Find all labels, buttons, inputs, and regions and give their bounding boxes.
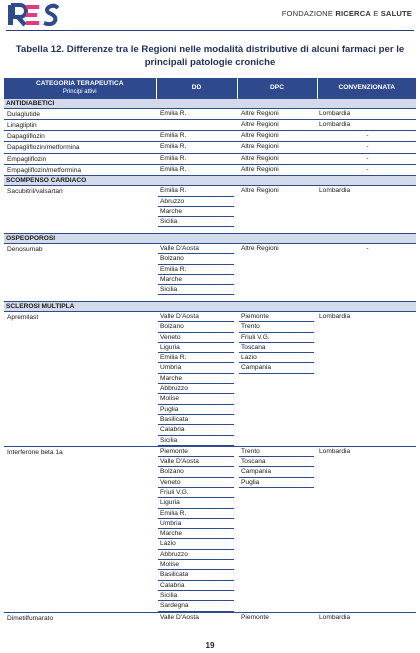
region-list <box>158 312 234 446</box>
page-number: 19 <box>205 641 215 650</box>
region-item: Emilia R. <box>160 109 187 117</box>
table-row <box>4 108 416 119</box>
region-item: Toscana <box>239 457 314 467</box>
dd-cell <box>156 446 237 612</box>
region-item: Sardegna <box>158 601 234 611</box>
dd-cell <box>156 131 237 142</box>
region-list <box>317 312 416 322</box>
table-row <box>4 131 416 142</box>
dd-cell <box>156 108 237 119</box>
region-item: Emilia R. <box>160 154 187 162</box>
region-list <box>158 447 234 612</box>
dd-cell <box>156 612 237 623</box>
region-item: Emilia R. <box>158 353 234 363</box>
convenzionata-cell <box>317 119 416 130</box>
region-item: Basilicata <box>158 570 234 580</box>
region-item: Lombardia <box>319 120 351 128</box>
dpc-cell <box>237 186 317 228</box>
region-item: Umbria <box>158 363 234 373</box>
region-list <box>239 154 314 164</box>
region-list <box>158 154 234 164</box>
region-item: Lazio <box>158 539 234 549</box>
table-row <box>4 186 416 228</box>
region-list <box>239 165 314 175</box>
drug-name: Linagliptin <box>4 119 156 130</box>
region-list <box>317 186 416 196</box>
drug-name: Apremilast <box>4 311 156 446</box>
region-list <box>239 447 314 488</box>
region-item: Altre Regioni <box>241 109 279 117</box>
region-item: Sicilia <box>158 285 234 295</box>
region-list <box>158 109 234 119</box>
dd-cell <box>156 311 237 446</box>
dpc-cell <box>237 142 317 153</box>
column-header-category: CATEGORIA TERAPEUTICA Principi attivi <box>4 78 156 98</box>
category-row <box>4 98 416 108</box>
drug-name: Dimetilfumarato <box>4 612 156 623</box>
region-item: Emilia R. <box>158 265 234 275</box>
dpc-cell <box>237 108 317 119</box>
table-row <box>4 243 416 295</box>
drug-name: Dulaglutide <box>4 108 156 119</box>
convenzionata-cell <box>317 153 416 164</box>
region-list <box>317 131 416 141</box>
dpc-cell <box>237 446 317 612</box>
category-label: OSPEOPOROSI <box>4 233 416 243</box>
region-item: Lombardia <box>319 109 351 117</box>
column-header-convenzionata: CONVENZIONATA <box>317 78 416 98</box>
region-item: Valle D'Aosta <box>158 312 234 322</box>
region-item: Abruzzo <box>158 197 234 207</box>
region-item: Marche <box>158 207 234 217</box>
region-item: Marche <box>158 529 234 539</box>
category-row <box>4 233 416 243</box>
region-item: Valle D'Aosta <box>160 613 199 621</box>
region-item: Abbruzzo <box>158 550 234 560</box>
foundation-name: FONDAZIONE RICERCA E SALUTE <box>281 9 412 18</box>
drug-name: Dapagliflozin <box>4 131 156 142</box>
region-list <box>158 186 234 227</box>
table-row <box>4 164 416 175</box>
region-item: Puglia <box>239 478 314 488</box>
region-list <box>317 447 416 457</box>
region-item: Valle D'Aosta <box>158 457 234 467</box>
convenzionata-cell <box>317 243 416 295</box>
region-item: - <box>366 244 369 252</box>
region-item: Emilia R. <box>160 132 187 140</box>
dd-cell <box>156 164 237 175</box>
dd-cell <box>156 119 237 130</box>
dpc-cell <box>237 131 317 142</box>
table-row <box>4 612 416 623</box>
category-row <box>4 176 416 186</box>
region-item: Veneto <box>158 333 234 343</box>
drug-name: Empagliflozin <box>4 153 156 164</box>
region-item: Altre Regioni <box>241 187 279 195</box>
region-item: Marche <box>158 275 234 285</box>
drug-name: Dapagliflozin/metformina <box>4 142 156 153</box>
region-item: Bolzano <box>158 467 234 477</box>
region-list <box>239 312 314 374</box>
region-list <box>317 165 416 175</box>
dpc-cell <box>237 311 317 446</box>
region-item: Altre Regioni <box>241 244 279 252</box>
table-row <box>4 119 416 130</box>
region-item: Campania <box>239 363 314 373</box>
drug-name: Empagliflozin/metformina <box>4 164 156 175</box>
table-row <box>4 153 416 164</box>
region-item: Lombardia <box>319 613 351 621</box>
table-header-row <box>4 78 416 98</box>
header-divider <box>6 30 414 31</box>
region-item: Friuli V.G. <box>158 488 234 498</box>
region-item: Lombardia <box>319 447 351 455</box>
region-item: Trento <box>239 447 314 457</box>
category-label: SCLEROSI MULTIPLA <box>4 301 416 311</box>
region-item: Puglia <box>158 405 234 415</box>
region-list <box>158 142 234 152</box>
region-list <box>317 154 416 164</box>
region-item: Emilia R. <box>158 509 234 519</box>
region-list <box>239 131 314 141</box>
region-item: Trento <box>239 322 314 332</box>
convenzionata-cell <box>317 446 416 612</box>
column-header-dpc: DPC <box>237 78 317 98</box>
region-item: Basilicata <box>158 415 234 425</box>
region-item: Molise <box>158 394 234 404</box>
region-item: Altre Regioni <box>241 143 279 151</box>
region-item: Valle D'Aosta <box>158 244 234 254</box>
dd-cell <box>156 186 237 228</box>
region-item: Altre Regioni <box>241 154 279 162</box>
region-item: Friuli V.G. <box>239 333 314 343</box>
region-item: Altre Regioni <box>241 165 279 173</box>
dpc-cell <box>237 243 317 295</box>
region-item: Sicilia <box>158 591 234 601</box>
region-item: Piemonte <box>241 613 269 621</box>
convenzionata-cell <box>317 186 416 228</box>
region-item: Sicilia <box>158 436 234 446</box>
region-list <box>239 109 314 119</box>
table-row <box>4 446 416 612</box>
region-item: Molise <box>158 560 234 570</box>
region-list <box>158 165 234 175</box>
region-item: Lombardia <box>319 187 351 195</box>
convenzionata-cell <box>317 164 416 175</box>
region-item: Campania <box>239 467 314 477</box>
region-list <box>239 142 314 152</box>
region-item: Piemonte <box>158 447 234 457</box>
region-list <box>158 613 234 623</box>
region-item: Toscana <box>239 343 314 353</box>
region-item: Sicilia <box>158 217 234 227</box>
dd-cell <box>156 153 237 164</box>
distribution-table <box>4 78 416 623</box>
dpc-cell <box>237 153 317 164</box>
category-row <box>4 301 416 311</box>
region-item: Altre Regioni <box>241 120 279 128</box>
column-header-dd: DD <box>156 78 237 98</box>
region-item: Bolzano <box>158 322 234 332</box>
region-list <box>239 186 314 196</box>
convenzionata-cell <box>317 108 416 119</box>
region-item: - <box>366 154 369 162</box>
region-item: - <box>366 143 369 151</box>
region-list <box>317 142 416 152</box>
region-list <box>317 109 416 119</box>
region-item: Calabria <box>158 581 234 591</box>
region-item: Lazio <box>239 353 314 363</box>
table-row <box>4 311 416 446</box>
dd-cell <box>156 142 237 153</box>
region-list <box>158 244 234 295</box>
region-item: Umbria <box>158 519 234 529</box>
dpc-cell <box>237 119 317 130</box>
category-label: SCOMPENSO CARDIACO <box>4 176 416 186</box>
region-item: Bolzano <box>158 254 234 264</box>
region-item: Piemonte <box>239 312 314 322</box>
drug-name: Denosumab <box>4 243 156 295</box>
convenzionata-cell <box>317 142 416 153</box>
region-list <box>239 613 314 623</box>
region-item: - <box>366 165 369 173</box>
table-title: Tabella 12. Differenze tra le Regioni nelle modalità distributive di alcuni farmaci per le principali patologie croniche <box>15 44 405 68</box>
region-item: Emilia R. <box>160 143 187 151</box>
region-item: - <box>366 132 369 140</box>
region-list <box>317 120 416 130</box>
region-item: Veneto <box>158 478 234 488</box>
region-item: Abbruzzo <box>158 384 234 394</box>
region-item: Liguria <box>158 343 234 353</box>
category-label: ANTIDIABETICI <box>4 98 416 108</box>
drug-name: Sacubitril/valsartan <box>4 186 156 228</box>
region-item: Altre Regioni <box>241 132 279 140</box>
region-list <box>317 613 416 623</box>
region-item: Lombardia <box>319 312 351 320</box>
page-header <box>0 0 420 30</box>
region-item: Calabria <box>158 425 234 435</box>
region-item: Emilia R. <box>158 186 234 196</box>
region-item: Emilia R. <box>160 165 187 173</box>
dd-cell <box>156 243 237 295</box>
res-logo <box>6 2 62 28</box>
convenzionata-cell <box>317 311 416 446</box>
region-item: Liguria <box>158 498 234 508</box>
region-list <box>239 120 314 130</box>
convenzionata-cell <box>317 612 416 623</box>
table-row <box>4 142 416 153</box>
dpc-cell <box>237 164 317 175</box>
dpc-cell <box>237 612 317 623</box>
region-item: Marche <box>158 374 234 384</box>
region-list <box>239 244 314 254</box>
region-list <box>317 244 416 254</box>
convenzionata-cell <box>317 131 416 142</box>
region-list <box>158 131 234 141</box>
drug-name: Interferone beta 1a <box>4 446 156 612</box>
